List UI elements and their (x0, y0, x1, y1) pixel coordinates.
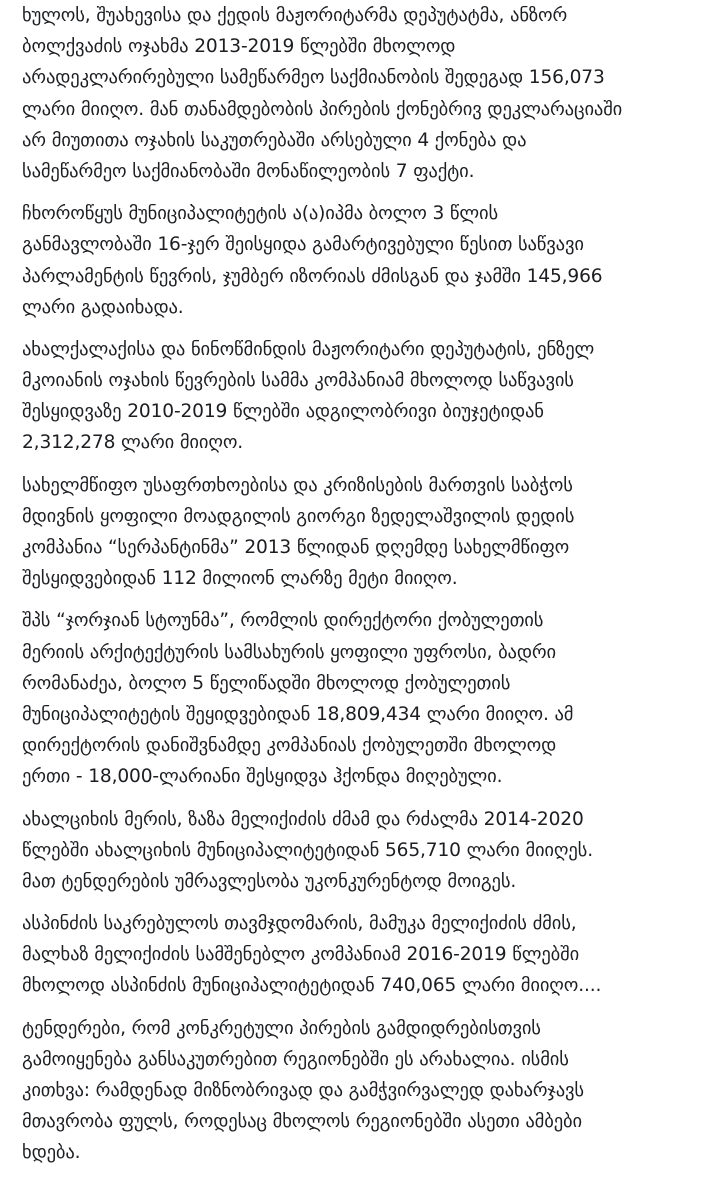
post-text-line: ერთი - 18,000-ლარიანი შესყიდვა ჰქონდა მიღებული. (22, 766, 503, 788)
post-text-line: არ მიუთითა ოჯახის საკუთრებაში არსებული 4 ქონება და (22, 129, 527, 151)
post-text-line: მალხაზ მელიქიძის სამშენებლო კომპანიამ 2016-2019 წლებში (22, 944, 580, 966)
post-paragraph (22, 198, 706, 323)
post-text-line: წლებში ახალციხის მუნიციპალიტეტიდან 565,710 ლარი მიიღეს. (22, 839, 593, 861)
post-paragraph (22, 1013, 706, 1169)
post-paragraph (22, 804, 706, 898)
post-paragraph (22, 334, 706, 459)
post-paragraph (22, 908, 706, 1002)
post-text-line: ხდება. (22, 1142, 81, 1164)
post-paragraph (22, 0, 706, 187)
post-text-line: ჩხოროწყუს მუნიციპალიტეტის ა(ა)იპმა ბოლო 3 წლის (22, 203, 499, 225)
post-text-line: განმავლობაში 16-ჯერ შეისყიდა გამარტივებული წესით საწვავი (22, 234, 584, 256)
post-text-line: დირექტორის დანიშვნამდე კომპანიას ქობულეთში მხოლოდ (22, 735, 557, 757)
post-text-line: მკოიანის ოჯახის წევრების სამმა კომპანიამ მხოლოდ საწვავის (22, 370, 574, 392)
post-text-line: მუნიციპალიტეტის შეყიდვებიდან 18,809,434 ლარი მიიღო. ამ (22, 703, 574, 725)
post-text-line: შესყიდვაზე 2010-2019 წლებში ადგილობრივი ბიუჯეტიდან (22, 401, 544, 423)
post-text-line: არადეკლარირებული სამეწარმეო საქმიანობის შედეგად 156,073 (22, 67, 605, 89)
post-text-line: მდივნის ყოფილი მოადგილის გიორგი ზედელაშვილის დედის (22, 505, 575, 527)
post-text-line: ასპინძის საკრებულოს თავმჯდომარის, მამუკა მელიქიძის ძმის, (22, 913, 577, 935)
post-text-body (22, 0, 706, 1180)
post-text-line: შპს “ჯორჯიან სტოუნმა”, რომლის დირექტორი ქობულეთის (22, 610, 544, 632)
post-text-line: კითხვა: რამდენად მიზნობრივად და გამჭვირვალედ დახარჯავს (22, 1080, 584, 1101)
post-paragraph (22, 470, 706, 595)
post-text-line: პარლამენტის წევრის, ჯუმბერ იზორიას ძმისგან და ჯამში 145,966 (22, 265, 603, 287)
post-text-line: გამოიყენება განსაკუთრებით რეგიონებში ეს არახალია. ისმის (22, 1048, 569, 1070)
post-text-line: მხოლოდ ასპინძის მუნიციპალიტეტიდან 740,065 ლარი მიიღო.... (22, 975, 602, 997)
post-text-line: შესყიდვებიდან 112 მილიონ ლარზე მეტი მიიღო. (22, 568, 458, 590)
post-text-line: სახელმწიფო უსაფრთხოებისა და კრიზისების მართვის საბჭოს (22, 474, 573, 496)
post-text-line: ახალციხის მერის, ზაზა მელიქიძის ძმამ და რძალმა 2014-2020 (22, 808, 584, 830)
post-text-line: ახალქალაქისა და ნინოწმინდის მაჟორიტარი დეპუტატის, ენზელ (22, 338, 595, 360)
post-text-line: კომპანია “სერპანტინმა” 2013 წლიდან დღემდე სახელმწიფო (22, 537, 570, 558)
post-text-line: ბოლქვაძის ოჯახმა 2013-2019 წლებში მხოლოდ (22, 36, 456, 58)
post-text-line: რომანაძეა, ბოლო 5 წელიწადში მხოლოდ ქობულეთის (22, 672, 511, 694)
post-text-line: ლარი მიიღო. მან თანამდებობის პირების ქონებრივ დეკლარაციაში (22, 98, 623, 120)
post-text-line: მთავრობა ფულს, როდესაც მხოლოს რეგიონებში ასეთი ამბები (22, 1111, 582, 1133)
post-text-line: ტენდერები, რომ კონკრეტული პირების გამდიდრებისთვის (22, 1017, 541, 1039)
post-text-line: 2,312,278 ლარი მიიღო. (22, 432, 244, 454)
post-text-line: სამეწარმეო საქმიანობაში მონაწილეობის 7 ფაქტი. (22, 160, 475, 182)
post-text-line: ლარი გადაიხადა. (22, 296, 184, 318)
post-text-line: მერიის არქიტექტურის სამსახურის ყოფილი უფროსი, ბადრი (22, 641, 557, 663)
post-paragraph (22, 605, 706, 792)
post-text-line: ხულოს, შუახევისა და ქედის მაჟორიტარმა დეპუტატმა, ანზორ (22, 5, 568, 26)
post-text-line: მათ ტენდერების უმრავლესობა უკონკურენტოდ მოიგეს. (22, 870, 517, 892)
